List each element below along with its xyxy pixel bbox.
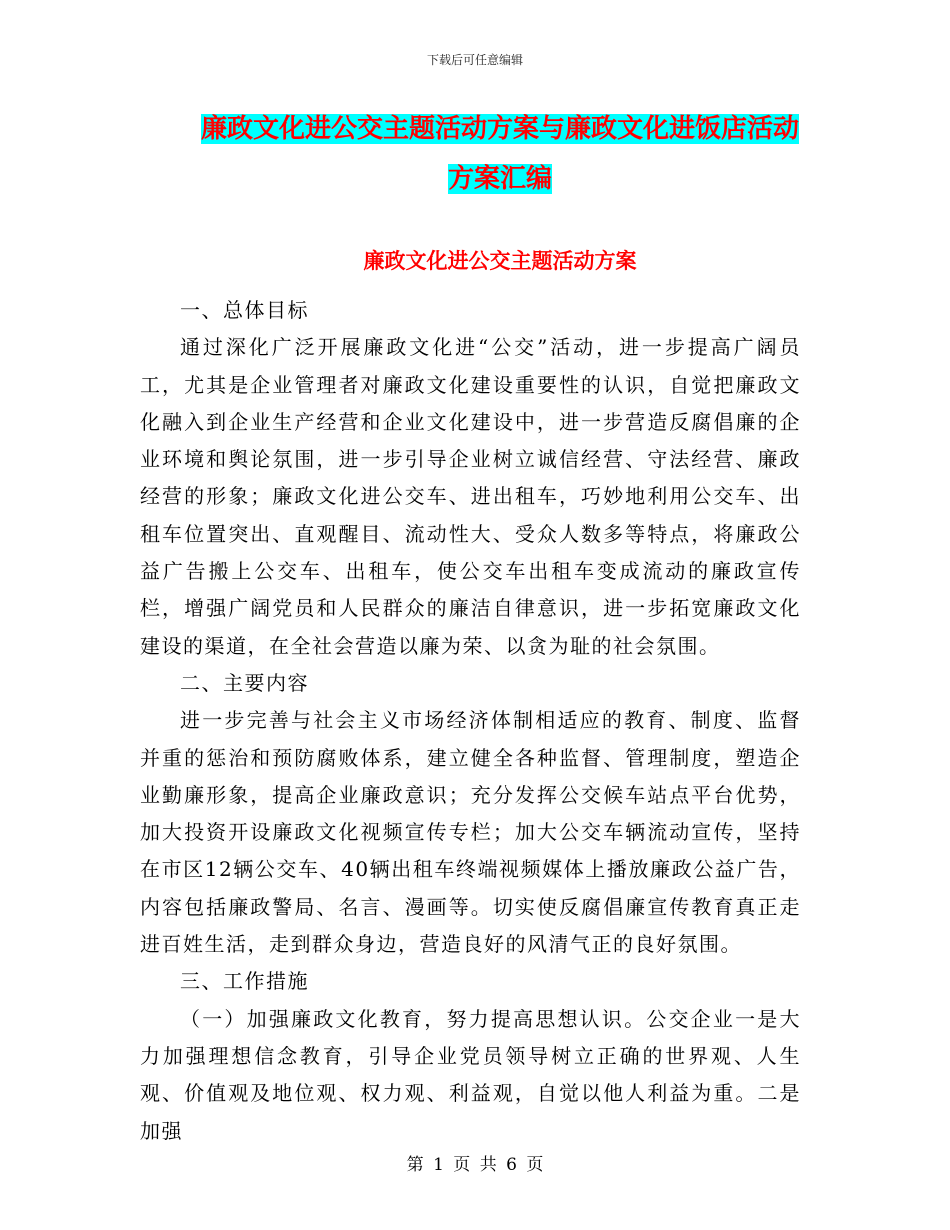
paragraph-overall-goal: 通过深化广泛开展廉政文化进“公交”活动，进一步提高广阔员工，尤其是企业管理者对廉政文化建设重要性的认识，自觉把廉政文化融入到企业生产经营和企业文化建设中，进一步营造反腐倡廉的企业环境和舆论氛围，进一步引导企业树立诚信经营、守法经营、廉政经营的形象；廉政文化进公交车、进出租车，巧妙地利用公交车、出租车位置突出、直观醒目、流动性大、受众人数多等特点，将廉政公益广告搬上公交车、出租车，使公交车出租车变成流动的廉政宣传栏，增强广阔党员和人民群众的廉洁自律意识，进一步拓宽廉政文化建设的渠道，在全社会营造以廉为荣、以贪为耻的社会氛围。 xyxy=(140,335,801,658)
section-title: 廉政文化进公交主题活动方案 xyxy=(363,248,637,273)
page-number: 第 1 页 共 6 页 xyxy=(406,1155,544,1175)
document-title-line-1: 廉政文化进公交主题活动方案与廉政文化进饭店活动 xyxy=(200,114,799,144)
document-body xyxy=(140,292,801,1150)
document-title xyxy=(140,104,860,204)
paragraph-work-measures: （一）加强廉政文化教育，努力提高思想认识。公交企业一是大力加强理想信念教育，引导企业党员领导树立正确的世界观、人生观、价值观及地位观、权力观、利益观，自觉以他人利益为重。二是加强 xyxy=(140,1006,801,1143)
paragraph-main-content: 进一步完善与社会主义市场经济体制相适应的教育、制度、监督并重的惩治和预防腐败体系，建立健全各种监督、管理制度，塑造企业勤廉形象，提高企业廉政意识；充分发挥公交候车站点平台优势，加大投资开设廉政文化视频宣传专栏；加大公交车辆流动宣传，坚持在市区12辆公交车、40辆出租车终端视频媒体上播放廉政公益广告，内容包括廉政警局、名言、漫画等。切实使反腐倡廉宣传教育真正走进百姓生活，走到群众身边，营造良好的风清气正的良好氛围。 xyxy=(140,708,801,957)
heading-main-content: 二、主要内容 xyxy=(180,670,309,695)
header-note: 下载后可任意编辑 xyxy=(426,53,523,67)
document-title-line-2: 方案汇编 xyxy=(447,164,552,194)
heading-work-measures: 三、工作措施 xyxy=(180,969,309,994)
heading-overall-goal: 一、总体目标 xyxy=(180,298,309,322)
